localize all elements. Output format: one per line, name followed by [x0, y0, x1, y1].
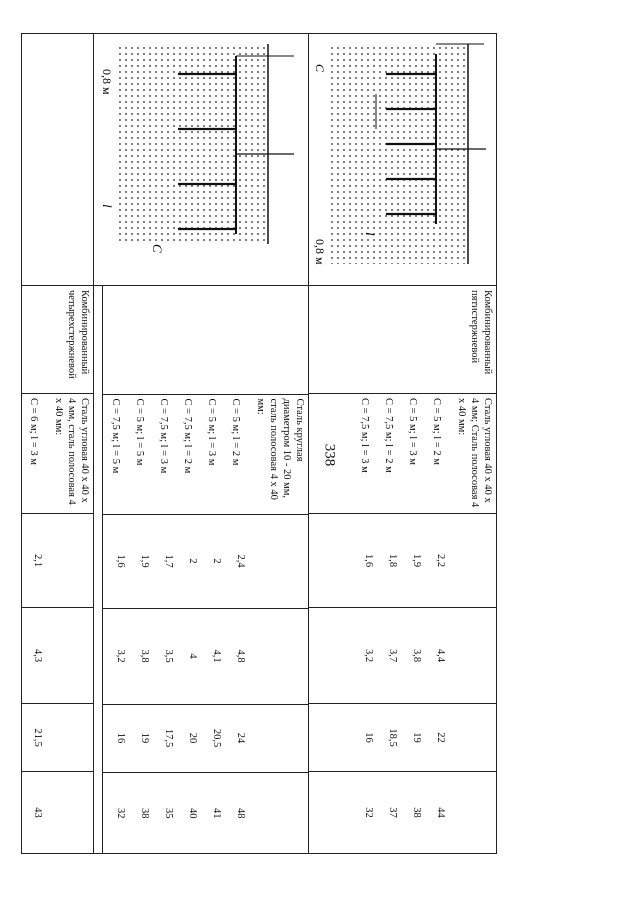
figure-cell	[309, 34, 497, 286]
condition-item: С = 7,5 м; l = 3 м	[359, 398, 371, 473]
rotated-table	[28, 33, 497, 853]
value: 3,7	[386, 648, 398, 663]
page-number: 338	[321, 443, 338, 467]
condition-item: С = 7,5 м; l = 2 м	[383, 398, 395, 473]
value: 3,5	[162, 649, 174, 663]
value: 21,5	[31, 728, 43, 747]
value: 19	[138, 732, 150, 744]
condition-cell	[309, 394, 497, 514]
table-row	[21, 34, 93, 854]
value-cell	[309, 772, 497, 854]
value-cell	[309, 608, 497, 704]
value: 17,5	[162, 728, 174, 748]
value: 2,1	[31, 553, 43, 568]
value: 20	[186, 732, 198, 744]
value: 20,5	[210, 728, 222, 748]
value: 3,8	[410, 648, 422, 663]
value: 3,2	[362, 648, 374, 663]
condition-cell	[94, 286, 309, 854]
value-cell	[21, 608, 93, 704]
five-rod-diagram	[310, 34, 496, 286]
table-row	[94, 34, 309, 854]
value: 37	[386, 807, 398, 818]
spacing-label: C	[313, 64, 327, 73]
condition-item: С = 7,5 м; l = 5 м	[110, 398, 122, 474]
material-text: Сталь угловая 40 х 40 х 4 мм; Сталь полосовая 4 х 40 мм:	[455, 398, 493, 508]
material-text: Сталь круглая диаметром 10 - 20 мм, сталь полосовая 4 х 40 мм:	[254, 398, 305, 500]
figure-cell	[94, 34, 309, 286]
value-cell	[309, 514, 497, 608]
figure-cell	[21, 34, 93, 286]
value: 43	[31, 807, 43, 818]
condition-item: С = 5 м; l = 5 м	[134, 398, 146, 466]
table-row	[309, 34, 497, 854]
value: 19	[410, 732, 422, 743]
value-cell	[21, 772, 93, 854]
value: 35	[162, 808, 174, 819]
value: 18,5	[386, 728, 398, 747]
value-cell	[21, 704, 93, 772]
condition-item: С = 5 м; l = 3 м	[206, 398, 218, 466]
value: 38	[138, 808, 150, 819]
value: 16	[114, 732, 126, 744]
value: 2,4	[234, 554, 246, 568]
value: 44	[434, 807, 446, 818]
value: 4,4	[434, 648, 446, 663]
grounding-table	[21, 33, 497, 854]
value: 16	[362, 732, 374, 743]
value: 48	[234, 808, 246, 819]
value: 4,8	[234, 649, 246, 663]
value: 32	[362, 807, 374, 818]
value: 32	[114, 808, 126, 819]
condition-list	[353, 394, 496, 513]
value: 1,8	[386, 553, 398, 568]
value: 41	[210, 808, 222, 819]
value-cell	[21, 514, 93, 608]
value-cell	[309, 704, 497, 772]
condition-cell	[21, 394, 93, 514]
value: 2	[210, 558, 222, 564]
condition-item: С = 6 м; l = 3 м	[28, 398, 40, 465]
type-cell: Комбинированный пятистержневой	[309, 286, 497, 394]
length-label: l	[100, 204, 115, 208]
value: 24	[234, 732, 246, 744]
condition-item: С = 7,5 м; l = 3 м	[158, 398, 170, 474]
four-rod-diagram	[95, 34, 308, 286]
spacing-label: C	[150, 244, 165, 253]
value: 1,6	[362, 553, 374, 568]
type-cell: Комбинированный четырехстержневой	[21, 286, 93, 394]
value: 3,2	[114, 649, 126, 663]
value: 38	[410, 807, 422, 818]
value: 2,2	[434, 553, 446, 568]
value: 1,7	[162, 554, 174, 568]
condition-item: С = 7,5 м; l = 2 м	[182, 398, 194, 474]
value: 2	[186, 558, 198, 564]
length-label: l	[363, 232, 378, 236]
condition-item: С = 5 м; l = 2 м	[230, 398, 242, 466]
value: 3,8	[138, 649, 150, 663]
value: 4	[186, 653, 198, 659]
depth-label: 0,8 м	[100, 69, 114, 95]
value: 22	[434, 732, 446, 743]
value: 4,1	[210, 649, 222, 663]
value: 40	[186, 808, 198, 819]
condition-item: С = 5 м; l = 3 м	[407, 398, 419, 465]
value: 1,9	[138, 554, 150, 568]
depth-label: 0,8 м	[313, 239, 327, 265]
sub-table	[103, 286, 309, 854]
material-text: Сталь угловая 40 х 40 х 4 мм, сталь полосовая 4 х 40 мм:	[52, 398, 90, 505]
value: 1,9	[410, 553, 422, 568]
condition-item: С = 5 м; l = 2 м	[431, 398, 443, 465]
value: 4,3	[31, 648, 43, 663]
value: 1,6	[114, 554, 126, 568]
